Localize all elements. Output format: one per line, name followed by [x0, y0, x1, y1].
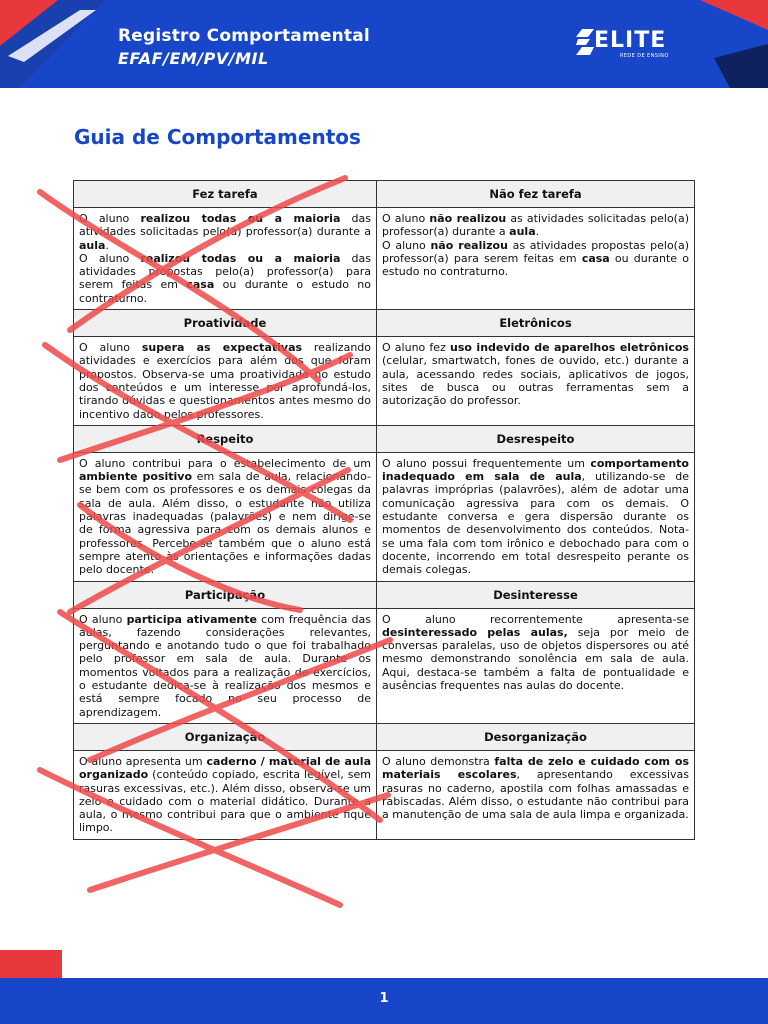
- text-run: as atividades solicitadas pelo(a) professor(a) durante a: [382, 212, 690, 239]
- emphasized-text: não realizou: [430, 238, 508, 252]
- emphasized-text: realizou todas ou a maioria: [140, 212, 341, 225]
- text-run: .: [105, 238, 109, 252]
- text-run: O aluno: [79, 251, 141, 265]
- text-run: seja por meio de conversas paralelas, uso de objetos dispersores ou até mesmo demonstrando sonolência em sala de aula. Aqui, destaca-se também a falta de pontualidade e ausências frequentes nas aulas do docente.: [382, 625, 689, 693]
- text-run: O aluno: [382, 212, 430, 225]
- description-paragraph: [382, 239, 689, 279]
- description-paragraph: [79, 341, 371, 421]
- category-description: [74, 608, 377, 723]
- text-run: O aluno recorrentemente apresenta-se: [382, 612, 689, 626]
- description-paragraph: [382, 613, 689, 693]
- emphasized-text: aula: [79, 238, 106, 252]
- emphasized-text: aula: [509, 225, 536, 239]
- emphasized-text: não realizou: [429, 212, 507, 225]
- category-heading: Participação: [74, 581, 377, 608]
- text-run: as atividades propostas pelo(a) professor(a) para serem feitas em: [382, 238, 690, 265]
- section-header-row: [74, 425, 695, 452]
- emphasized-text: participa ativamente: [126, 612, 257, 626]
- description-paragraph: [382, 212, 689, 239]
- category-description: [377, 750, 695, 839]
- description-paragraph: [79, 212, 371, 252]
- section-header-row: [74, 581, 695, 608]
- text-run: com frequência das aulas, fazendo considerações relevantes, perguntando e anotando tudo o que foi trabalhado pelo professor em sala de aula. Durante os momentos voltados para a realização de exercícios, o estudante dedica-se à realização dos mesmos e está sempre focado no seu processo de aprendizagem.: [79, 612, 372, 719]
- header-subtitle: EFAF/EM/PV/MIL: [118, 49, 269, 68]
- logo-text: ELITE: [594, 28, 667, 53]
- category-heading: Organização: [74, 723, 377, 750]
- description-paragraph: [382, 341, 689, 407]
- emphasized-text: caderno / material de aula organizado: [79, 754, 371, 782]
- description-paragraph: [79, 457, 371, 577]
- text-run: das atividades propostas pelo(a) professor(a) para serem feitas em: [79, 251, 371, 292]
- text-run: em sala de aula, relacionando-se bem com os professores e os demais colegas da sala de aula. Além disso, o estudante não utiliza palavras inadequadas (palavrões) e nem dirige-se de forma agressiva para com os demais alunos e professores. Percebe-se também que o aluno está sempre atento às orientações e informações dadas pelo docente.: [79, 470, 371, 577]
- page-header: [0, 0, 768, 88]
- category-description: [377, 208, 695, 310]
- section-body-row: [74, 608, 695, 723]
- emphasized-text: ambiente positivo: [79, 470, 193, 484]
- section-body-row: [74, 337, 695, 426]
- header-title: Registro Comportamental: [118, 26, 370, 46]
- emphasized-text: casa: [581, 251, 610, 265]
- page-title: Guia de Comportamentos: [74, 125, 361, 149]
- emphasized-text: uso indevido de aparelhos eletrônicos: [450, 341, 689, 355]
- category-heading: Fez tarefa: [74, 181, 377, 208]
- section-body-row: [74, 452, 695, 581]
- category-description: [74, 337, 377, 426]
- emphasized-text: casa: [186, 278, 215, 292]
- text-run: , apresentando excessivas rasuras no caderno, apostila com folhas amassadas e rabiscadas. Além disso, o estudante não contribui para a manutenção de uma sala de aula limpa e organizada.: [382, 768, 689, 822]
- section-body-row: [74, 208, 695, 310]
- text-run: O aluno apresenta um: [79, 754, 207, 768]
- text-run: O aluno contribui para o estabelecimento de um: [79, 456, 371, 470]
- category-description: [74, 452, 377, 581]
- text-run: O aluno demonstra: [382, 754, 495, 768]
- category-heading: Não fez tarefa: [377, 181, 695, 208]
- emphasized-text: desinteressado pelas aulas,: [382, 625, 568, 639]
- category-heading: Proatividade: [74, 310, 377, 337]
- text-run: (celular, smartwatch, fones de ouvido, etc.) durante a aula, acessando redes sociais, aplicativos de jogos, sites de busca ou outras ferramentas sem a autorização do professor.: [382, 354, 689, 408]
- text-run: O aluno fez: [382, 341, 450, 355]
- text-run: O aluno: [382, 238, 431, 252]
- category-heading: Desrespeito: [377, 425, 695, 452]
- category-heading: Desorganização: [377, 723, 695, 750]
- text-run: (conteúdo copiado, escrita legível, sem rasuras excessivas, etc.). Além disso, observa-se um zelo e cuidado com o material didático. Durante a aula, o mesmo contribui para que o ambiente fique limpo.: [79, 768, 371, 835]
- section-header-row: [74, 181, 695, 208]
- text-run: , utilizando-se de palavras impróprias (palavrões), além de adotar uma comunicação agressiva para com os demais. O estudante conversa e gera dispersão durante os momentos de desenvolvimento dos conteúdos. Nota-se uma fala com tom irônico e debochado para com o docente, incorrendo em total desrespeito perante os demais colegas.: [382, 470, 689, 577]
- text-run: O aluno: [79, 212, 141, 225]
- description-paragraph: [79, 252, 371, 305]
- emphasized-text: falta de zelo e cuidado com os materiais escolares: [382, 754, 689, 782]
- category-heading: Desinteresse: [377, 581, 695, 608]
- description-paragraph: [79, 755, 371, 835]
- description-paragraph: [382, 755, 689, 821]
- section-header-row: [74, 310, 695, 337]
- text-run: ou durante o estudo no contraturno.: [79, 278, 372, 305]
- text-run: .: [535, 225, 540, 239]
- text-run: O aluno: [79, 612, 127, 626]
- logo-tagline: REDE DE ENSINO: [620, 53, 669, 59]
- category-heading: Respeito: [74, 425, 377, 452]
- section-header-row: [74, 723, 695, 750]
- emphasized-text: comportamento inadequado em sala de aula: [382, 456, 689, 484]
- text-run: das atividades solicitadas pelo(a) professor(a) durante a: [79, 212, 371, 239]
- elite-logo: [576, 28, 686, 64]
- category-description: [74, 208, 377, 310]
- text-run: realizando atividades e exercícios para além dos que foram propostos. Observa-se uma proatividade no estudo dos conteúdos e um interesse por aprofundá-los, tirando dúvidas e questionamentos antes mesmo do incentivo dado pelos professores.: [79, 341, 372, 421]
- emphasized-text: realizou todas ou a maioria: [140, 251, 341, 265]
- text-run: ou durante o estudo no contraturno.: [382, 251, 689, 279]
- category-heading: Eletrônicos: [377, 310, 695, 337]
- text-run: O aluno: [79, 341, 142, 355]
- emphasized-text: supera as expectativas: [141, 341, 303, 355]
- text-run: O aluno possui frequentemente um: [382, 456, 591, 470]
- category-description: [377, 452, 695, 581]
- section-body-row: [74, 750, 695, 839]
- description-paragraph: [382, 457, 689, 577]
- description-paragraph: [79, 613, 371, 719]
- category-description: [74, 750, 377, 839]
- behavior-guide-table: [73, 180, 695, 840]
- logo-mark-icon: [576, 29, 594, 55]
- category-description: [377, 337, 695, 426]
- page-number: 1: [379, 991, 389, 1006]
- category-description: [377, 608, 695, 723]
